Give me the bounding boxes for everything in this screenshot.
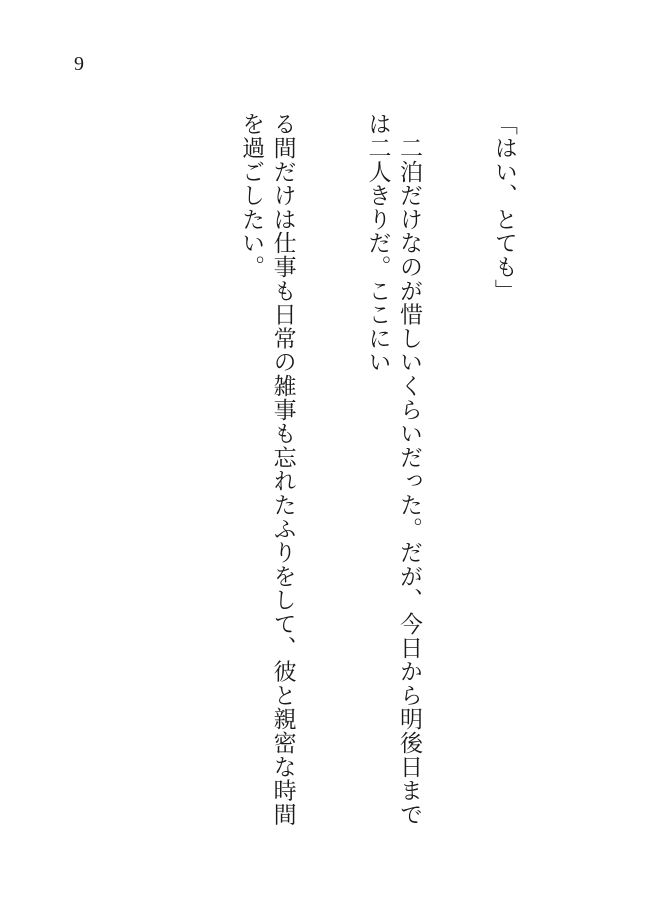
vertical-text-body bbox=[102, 112, 582, 832]
text-line: る間だけは仕事も日常の雑事も忘れたふりをして、彼と親密な時間を過ごしたい。 bbox=[238, 112, 296, 826]
page-number: 9 bbox=[74, 53, 84, 75]
text-line: 二泊だけなのが惜しいくらいだった。だが、今日から明後日までは二人きりだ。ここにい bbox=[364, 112, 423, 826]
text-line: 「はい、とても」 bbox=[490, 112, 517, 303]
blank-line bbox=[140, 112, 172, 832]
